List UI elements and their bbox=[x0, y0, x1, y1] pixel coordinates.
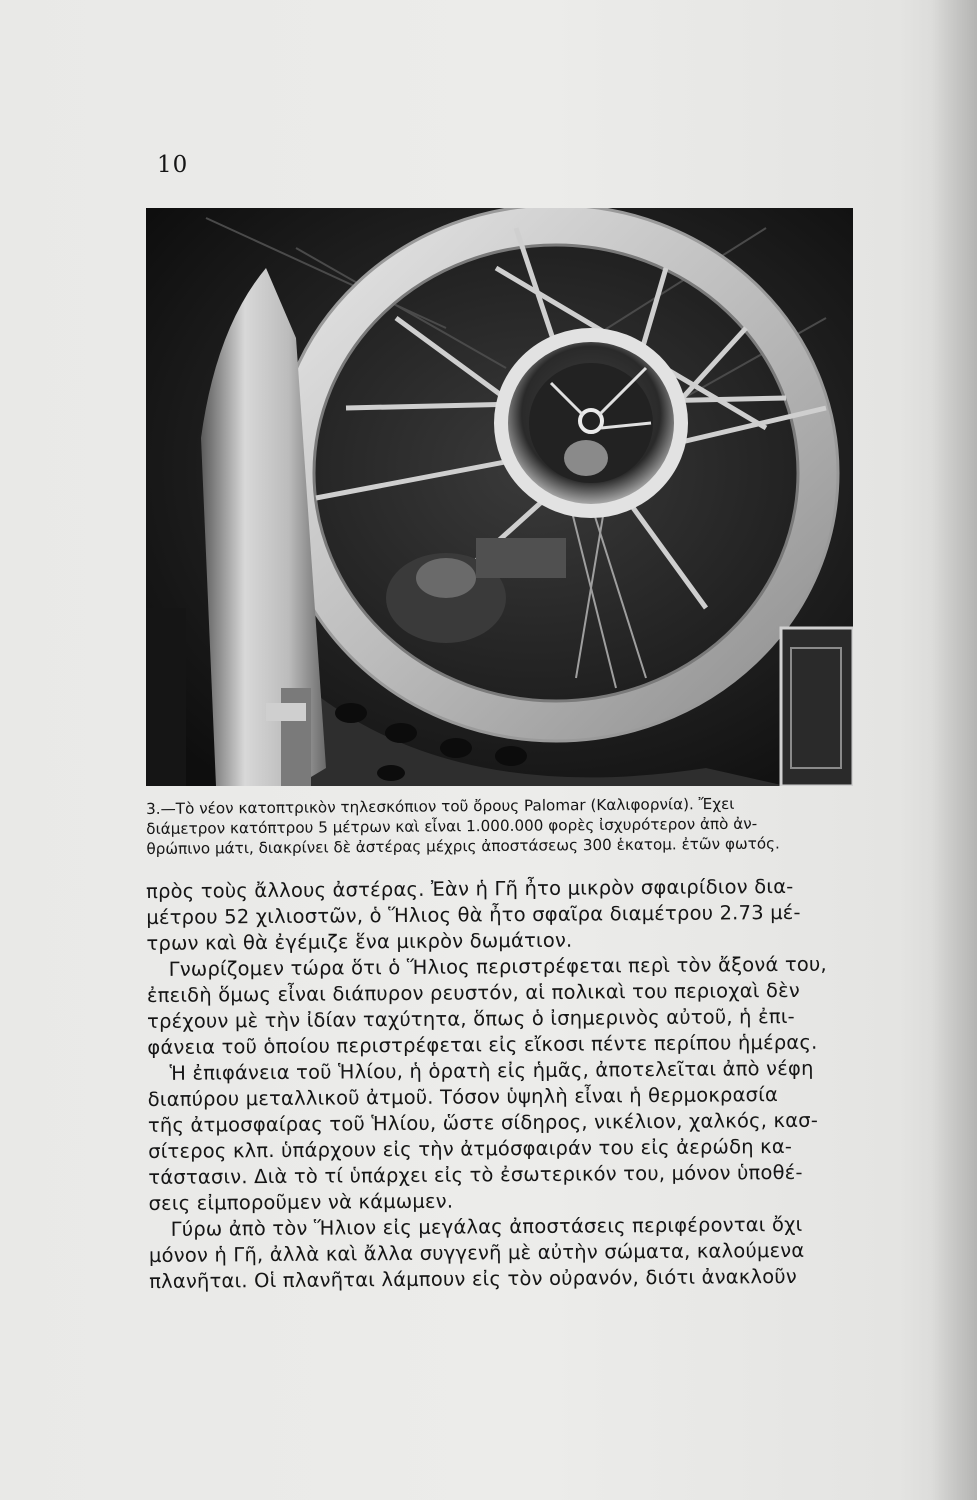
text-line: φάνεια τοῦ ὁποίου περιστρέφεται εἰς εἴκοσι πέντε περίπου ἡμέρας. bbox=[147, 1030, 818, 1059]
text-line: μόνον ἡ Γῆ, ἀλλὰ καὶ ἄλλα συγγενῆ μὲ αὐτὴν σώματα, καλούμενα bbox=[148, 1238, 805, 1267]
text-line: μέτρου 52 χιλιοστῶν, ὁ Ἥλιος θὰ ἦτο σφαῖρα διαμέτρου 2.73 μέ- bbox=[146, 900, 801, 929]
side-panel bbox=[781, 628, 853, 786]
page-number: 10 bbox=[157, 152, 189, 178]
telescope-photograph bbox=[146, 208, 853, 786]
text-line: τῆς ἀτμοσφαίρας τοῦ Ἡλίου, ὥστε σίδηρος, νικέλιον, χαλκός, κασ- bbox=[147, 1108, 819, 1137]
text-line: τρέχουν μὲ τὴν ἰδίαν ταχύτητα, ὅπως ὁ ἰσημερινὸς αὐτοῦ, ἡ ἐπι- bbox=[147, 1004, 795, 1033]
caption-line: 3.—Τὸ νέον κατοπτρικὸν τηλεσκόπιον τοῦ ὄρους Palomar (Καλιφορνία). Ἔχει bbox=[146, 794, 735, 818]
text-line: Ἡ ἐπιφάνεια τοῦ Ἡλίου, ἡ ὁρατὴ εἰς ἡμᾶς, ἀποτελεῖται ἀπὸ νέφη bbox=[169, 1056, 814, 1085]
body-text bbox=[146, 873, 873, 1295]
page-edge-shadow bbox=[931, 0, 977, 1500]
text-line: Γνωρίζομεν τώρα ὅτι ὁ Ἥλιος περιστρέφεται περὶ τὸν ἄξονά του, bbox=[168, 952, 827, 981]
telescope-tube bbox=[501, 335, 681, 511]
caption-line: θρώπινο μάτι, διακρίνει δὲ ἀστέρας μέχρις ἀποστάσεως 300 ἑκατομ. ἐτῶν φωτός. bbox=[146, 834, 780, 858]
left-equipment bbox=[146, 608, 186, 786]
text-line: σίτερος κλπ. ὑπάρχουν εἰς τὴν ἀτμόσφαιράν του εἰς ἀερώδη κα- bbox=[148, 1134, 793, 1163]
text-line: πρὸς τοὺς ἄλλους ἀστέρας. Ἐὰν ἡ Γῆ ἦτο μικρὸν σφαιρίδιον δια- bbox=[146, 874, 794, 903]
caption-line: διάμετρον κατόπτρου 5 μέτρων καὶ εἶναι 1.000.000 φορὲς ἰσχυρότερον ἀπὸ ἀν- bbox=[146, 814, 758, 838]
text-line: ἐπειδὴ ὅμως εἶναι διάπυρον ρευστόν, αἱ πολικαὶ του περιοχαὶ δὲν bbox=[146, 978, 801, 1007]
text-line: τρων καὶ θὰ ἐγέμιζε ἕνα μικρὸν δωμάτιον. bbox=[146, 928, 573, 955]
text-line: τάστασιν. Διὰ τὸ τί ὑπάρχει εἰς τὸ ἐσωτερικόν του, μόνον ὑποθέ- bbox=[148, 1160, 803, 1189]
text-line: σεις εἰμποροῦμεν νὰ κάμωμεν. bbox=[148, 1189, 454, 1215]
text-line: διαπύρου μεταλλικοῦ ἀτμοῦ. Τόσον ὑψηλὴ εἶναι ἡ θερμοκρασία bbox=[147, 1083, 779, 1111]
text-line: πλανῆται. Οἱ πλανῆται λάμπουν εἰς τὸν οὐρανόν, διότι ἀνακλοῦν bbox=[149, 1264, 798, 1293]
text-line: Γύρω ἀπὸ τὸν Ἥλιον εἰς μεγάλας ἀποστάσεις περιφέρονται ὄχι bbox=[170, 1212, 803, 1241]
figure-caption bbox=[146, 793, 863, 859]
